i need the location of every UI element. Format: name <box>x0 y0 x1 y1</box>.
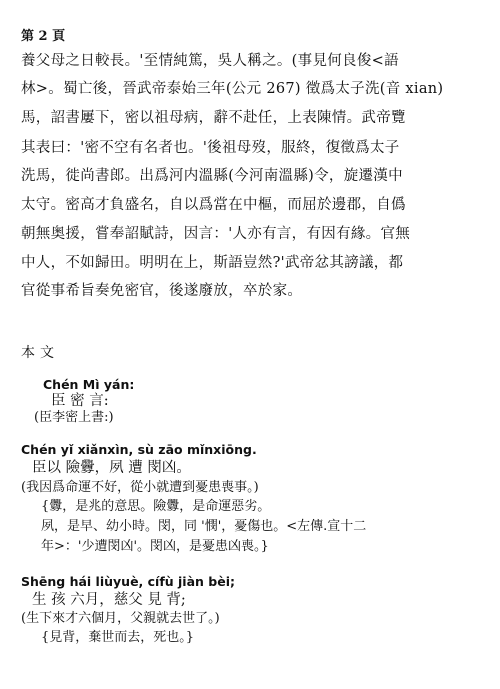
translation-line: (生下來才六個月，父親就去世了。) <box>21 611 220 626</box>
page-number-label: 第 2 頁 <box>21 29 66 44</box>
pinyin-line: Shēng hái liùyuè, cífù jiàn bèi; <box>21 574 235 589</box>
note-line: {釁，是兆的意思。險釁，是命運惡劣。 <box>41 499 271 514</box>
classical-text-line: 臣以 險釁，夙 遭 閔凶。 <box>32 460 191 476</box>
note-line: 年>：'少遭閔凶'。閔凶，是憂患凶喪。} <box>41 539 269 554</box>
pinyin-line: Chén yǐ xiǎnxìn, sù zāo mǐnxiōng. <box>21 442 257 457</box>
body-line-9: 官從事希旨奏免密官，後遂廢放，卒於家。 <box>21 283 303 299</box>
note-line: 夙，是早、幼小時。閔，同 '憫'，憂傷也。<左傳.宣十二 <box>41 519 367 534</box>
note-line: {見背，棄世而去，死也。} <box>41 630 195 645</box>
body-line-5: 洗馬，徙尚書郎。出爲河内溫縣(今河南溫縣)令，旋遷漢中 <box>21 168 403 184</box>
body-line-1: 養父母之日較長。'至情純篤，吳人稱之。(事見何良俊<語 <box>21 53 399 69</box>
body-line-8: 中人，不如歸田。明明在上，斯語豈然?'武帝忿其謗議，都 <box>21 255 404 271</box>
body-line-6: 太守。密高才負盛名，自以爲當在中樞，而屈於邊郡，自僞 <box>21 197 406 213</box>
body-line-3: 馬，詔書屢下，密以祖母病，辭不赴任，上表陳情。武帝覽 <box>21 110 406 126</box>
translation-line: (臣李密上書:) <box>34 410 114 425</box>
body-line-2: 林>。蜀亡後，晉武帝泰始三年(公元 267) 徵爲太子洗(音 xian) <box>21 81 444 97</box>
translation-line: (我因爲命運不好，從小就遭到憂患喪事。) <box>21 480 259 495</box>
body-line-7: 朝無奥援，嘗奉詔賦詩，因言：'人亦有言，有因有緣。官無 <box>21 226 411 242</box>
section-title: 本文 <box>21 345 59 361</box>
body-line-4: 其表曰：'密不空有名者也。'後祖母歿，服終，復徵爲太子 <box>21 140 400 156</box>
classical-text-line: 臣 密 言: <box>51 393 109 409</box>
classical-text-line: 生 孩 六月，慈父 見 背; <box>32 592 186 608</box>
pinyin-line: Chén Mì yán: <box>43 377 135 392</box>
